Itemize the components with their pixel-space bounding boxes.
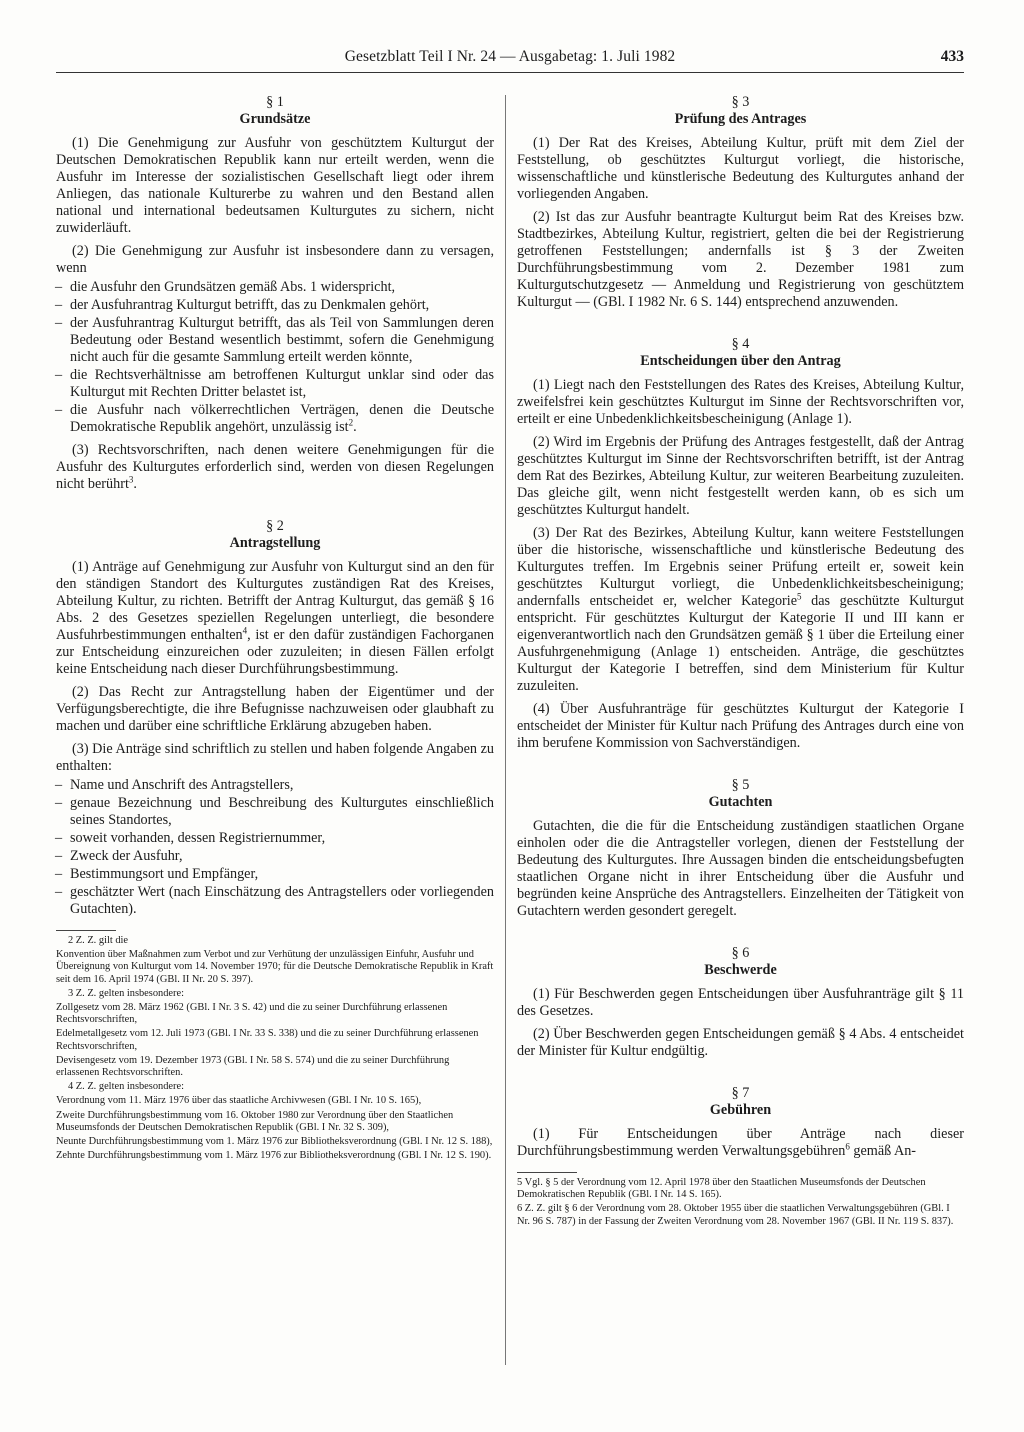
footnote: Zollgesetz vom 28. März 1962 (GBl. I Nr. 3 S. 42) und die zu seiner Durchführung erlassenen Rechtsvorschriften, (56, 1002, 448, 1026)
list-item: – der Ausfuhrantrag Kulturgut betrifft, das zu Denkmalen gehört, (56, 297, 494, 314)
section-2-para-2: (2) Das Recht zur Antragstellung haben der Eigentümer und der Verfügungsberechtigte, die ihre Befugnisse nachzuweisen oder glaubhaft zu machen und darüber eine schriftliche Erklärung abzugeben haben. (56, 684, 494, 734)
section-5-para-1: Gutachten, die die für die Entscheidung zuständigen staatlichen Organe einholen oder die die Antragsteller vorlegen, dienen der Feststellung der Bedeutung des Kulturgutes. Ihre Aussagen binden die entscheidungsbefugten staatlichen Organe nicht in ihrer Entscheidung über die Ausfuhr und begründen keine Ansprüche des Antragstellers. Einzelheiten der Tätigkeit von Gutachtern werden gesondert geregelt. (517, 818, 964, 919)
section-3-para-1: (1) Der Rat des Kreises, Abteilung Kultur, prüft mit dem Ziel der Feststellung, ob geschütztes Kulturgut vorliegt, die historische, wissenschaftliche und künstlerische Bedeutung des Kulturgutes anhand der vorliegenden Angaben. (517, 135, 964, 202)
list-item: – soweit vorhanden, dessen Registriernummer, (56, 830, 494, 847)
list-item: – geschätzter Wert (nach Einschätzung des Antragstellers oder vorliegenden Gutachten). (56, 884, 494, 918)
section-3-title: Prüfung des Antrages (674, 111, 807, 127)
section-2-number: § 2 (266, 518, 284, 534)
section-6-para-2: (2) Über Beschwerden gegen Entscheidungen gemäß § 4 Abs. 4 entscheidet der Minister für Kultur endgültig. (517, 1026, 964, 1059)
footnote: 5 Vgl. § 5 der Verordnung vom 12. April 1978 über den Staatlichen Museumsfonds der Deutschen Demokratischen Republik (GBl. I Nr. 14 S. 165). (517, 1177, 926, 1201)
list-item: – genaue Bezeichnung und Beschreibung des Kulturgutes einschließlich seines Standortes, (56, 795, 494, 829)
section-2-title: Antragstellung (229, 535, 321, 551)
section-5-title: Gutachten (708, 794, 773, 810)
section-1-para-3 (56, 442, 494, 493)
section-1-title: Grundsätze (239, 111, 311, 127)
para-text-cont: gemäß An- (849, 1143, 917, 1159)
section-4-para-2: (2) Wird im Ergebnis der Prüfung des Antrages festgestellt, daß der Antrag geschütztes Kulturgut im Sinne der Rechtsvorschriften betrifft, ist der Antrag dem Rat des Bezirkes, Abteilung Kultur, zur weiteren Bearbeitung zuzuleiten. Das gleiche gilt, wenn nicht festgestellt werden kann, ob es sich um geschütztes Kulturgut handelt. (517, 434, 964, 518)
page-header (56, 46, 964, 73)
footnote-rule (517, 1172, 577, 1173)
footnote-ref-6: 6 (845, 1141, 850, 1152)
footnote: Konvention über Maßnahmen zum Verbot und zur Verhütung der unzulässigen Einfuhr, Ausfuhr und Übereignung von Kulturgut vom 14. November 1970; für die Deutsche Demokratische Republik in Kraft seit dem 16. April 1974 (GBl. II Nr. 20 S. 397). (56, 949, 494, 985)
footnotes-left (56, 935, 494, 1162)
section-5-number: § 5 (731, 777, 750, 793)
section-4-para-4: (4) Über Ausfuhranträge für geschütztes Kulturgut der Kategorie I entscheidet der Minister für Kultur nach Prüfung des Antrages durch eine von ihm berufene Kommission von Sachverständigen. (517, 701, 964, 751)
page-number: 433 (940, 48, 964, 65)
section-1-number: § 1 (266, 94, 284, 110)
section-6-number: § 6 (731, 945, 750, 961)
list-item: – die Ausfuhr den Grundsätzen gemäß Abs. 1 widerspricht, (56, 279, 494, 296)
list-item: – der Ausfuhrantrag Kulturgut betrifft, das als Teil von Sammlungen deren Bedeutung oder Bestand wesentlich bestimmt, sofern die Genehmigung nicht auch für die gesamte Sammlung erteilt werden könnte, (56, 315, 494, 366)
section-4-title: Entscheidungen über den Antrag (640, 353, 841, 369)
footnote: Verordnung vom 11. März 1976 über das staatliche Archivwesen (GBl. I Nr. 10 S. 165), (56, 1095, 422, 1107)
footnote: 6 Z. Z. gilt § 6 der Verordnung vom 28. Oktober 1955 über die staatlichen Verwaltungsgebühren (GBl. I Nr. 96 S. 787) in der Fassung der Zweiten Verordnung vom 28. November 1967 (GBl. II Nr. 119 S. 837). (517, 1203, 954, 1227)
column-divider (505, 95, 506, 1365)
section-3-para-2: (2) Ist das zur Ausfuhr beantragte Kulturgut beim Rat des Kreises bzw. Stadtbezirkes, Abteilung Kultur, registriert, gelten die bei der Registrierung getroffenen Feststellungen; andernfalls ist § 3 der Zweiten Durchführungsbestimmung vom 2. Dezember 1981 zum Kulturgutschutzgesetz — Anmeldung und Registrierung von geschütztem Kulturgut — (GBl. I 1982 Nr. 6 S. 144) entsprechend anzuwenden. (517, 209, 964, 310)
section-2-para-1 (56, 559, 494, 678)
footnote-ref-5: 5 (797, 591, 802, 602)
section-4-para-1: (1) Liegt nach den Feststellungen des Rates des Kreises, Abteilung Kultur, zweifelsfrei kein geschütztes Kulturgut im Sinne der Rechtsvorschriften vor, erteilt er eine Unbedenklichkeitsbescheinigung (Anlage 1). (517, 377, 964, 427)
list-item (56, 402, 494, 436)
section-1-conditions-list (56, 279, 494, 436)
section-6-para-1: (1) Für Beschwerden gegen Entscheidungen über Ausfuhranträge gilt § 11 des Gesetzes. (517, 986, 964, 1019)
para-text: (1) Für Entscheidungen über Anträge nach dieser Durchführungsbestimmung werden Verwaltungsgebühren (517, 1126, 964, 1159)
section-1-para-2-intro: (2) Die Genehmigung zur Ausfuhr ist insbesondere dann zu versagen, wenn (56, 243, 494, 276)
footnote-ref-2: 2 (348, 417, 354, 428)
footnote-ref-3: 3 (128, 474, 134, 485)
list-item: – Bestimmungsort und Empfänger, (56, 866, 494, 883)
footnote: 2 Z. Z. gilt die (68, 935, 129, 946)
list-item: – Zweck der Ausfuhr, (56, 848, 494, 865)
section-3-number: § 3 (731, 94, 750, 110)
para-text-cont: das geschützte Kulturgut entspricht. Für geschütztes Kulturgut der Kategorie II und III kann er eigenverantwortlich nach den Grundsätzen gemäß § 1 über die Erteilung einer Ausfuhrgenehmigung (Anlage 1) entscheiden. Anträge, die geschütztes Kulturgut der Kategorie I betreffen, sind dem Ministerium für Kultur zuzuleiten. (517, 593, 964, 694)
list-item-text: die Ausfuhr nach völkerrechtlichen Verträgen, denen die Deutsche Demokratische Republik angehört, unzulässig ist (70, 402, 494, 435)
para-text: (1) Anträge auf Genehmigung zur Ausfuhr von Kulturgut sind an den für den ständigen Standort des Kulturgutes zuständigen Rat des Kreises, Abteilung Kultur, zu richten. Betrifft der Antrag Kulturgut, das gemäß § 16 Abs. 2 des Gesetzes speziellen Regelungen unterliegt, die besondere Ausfuhrbestimmungen enthalten (56, 559, 494, 643)
footnote-ref-4: 4 (242, 625, 248, 636)
footnote: Devisengesetz vom 19. Dezember 1973 (GBl. I Nr. 58 S. 574) und die zu seiner Durchführung erlassenen Rechtsvorschriften. (56, 1054, 450, 1079)
section-7-title: Gebühren (709, 1102, 772, 1118)
para-text-cont: , ist er den dafür zuständigen Fachorganen zur Entscheidung einzureichen oder zuzuleiten; in diesen Fällen erfolgt keine Entscheidung nach dieser Durchführungsbestimmung. (56, 627, 494, 677)
list-item: – die Rechtsverhältnisse am betroffenen Kulturgut unklar sind oder das Kulturgut mit Rechten Dritter belastet ist, (56, 367, 494, 401)
section-2-para-3-intro: (3) Die Anträge sind schriftlich zu stellen und haben folgende Angaben zu enthalten: (56, 741, 494, 774)
section-7-para-1 (517, 1126, 964, 1160)
list-item: – Name und Anschrift des Antragstellers, (56, 777, 494, 794)
section-7-number: § 7 (731, 1085, 750, 1101)
gazette-title: Gesetzblatt Teil I Nr. 24 — Ausgabetag: 1. Juli 1982 (344, 48, 676, 65)
section-2-requirements-list (56, 777, 494, 918)
footnote: Zehnte Durchführungsbestimmung vom 1. März 1976 zur Bibliotheksverordnung (GBl. I Nr. 12 S. 190). (56, 1150, 492, 1162)
footnote: 3 Z. Z. gelten insbesondere: (68, 987, 184, 999)
para-text: (3) Rechtsvorschriften, nach denen weitere Genehmigungen für die Ausfuhr des Kulturgutes erforderlich sind, werden von diesen Regelungen nicht berührt (56, 442, 494, 492)
footnotes-right (517, 1177, 964, 1228)
section-6-title: Beschwerde (704, 962, 777, 978)
section-4-para-3 (517, 525, 964, 695)
para-end: . (133, 476, 137, 492)
footnote-rule (56, 930, 116, 931)
right-column (517, 90, 964, 1230)
footnote: Neunte Durchführungsbestimmung vom 1. März 1976 zur Bibliotheksverordnung (GBl. I Nr. 12 S. 188), (56, 1136, 493, 1148)
para-text: (3) Der Rat des Bezirkes, Abteilung Kultur, kann weitere Feststellungen über die historische, wissenschaftliche und künstlerische Bedeutung des Kulturgutes treffen. Im Ergebnis seiner Prüfung erteilt er, soweit kein geschütztes Kulturgut vorliegt, die Unbedenklichkeitsbescheinigung; andernfalls entscheidet er, welcher Kategorie (517, 525, 964, 609)
footnote: Zweite Durchführungsbestimmung vom 16. Oktober 1980 zur Verordnung über den Staatlichen Museumsfonds der Deutschen Demokratischen Republik (GBl. I Nr. 32 S. 309), (56, 1109, 454, 1133)
left-column (56, 90, 494, 1164)
section-4-number: § 4 (731, 336, 750, 352)
list-item-end: . (353, 419, 357, 435)
footnote: Edelmetallgesetz vom 12. Juli 1973 (GBl. I Nr. 33 S. 338) und die zu seiner Durchführung erlassenen Rechtsvorschriften, (56, 1028, 479, 1052)
section-1-para-1: (1) Die Genehmigung zur Ausfuhr von geschütztem Kulturgut der Deutschen Demokratischen Republik kann nur erteilt werden, wenn die Ausfuhr im Interesse der sozialistischen Gesellschaft liegt oder ihrem Anliegen, das nationale Kulturerbe zu wahren und den Bestand allen national und international bedeutsamen Kulturgutes zu sichern, nicht zuwiderläuft. (56, 135, 494, 236)
footnote: 4 Z. Z. gelten insbesondere: (68, 1081, 184, 1093)
